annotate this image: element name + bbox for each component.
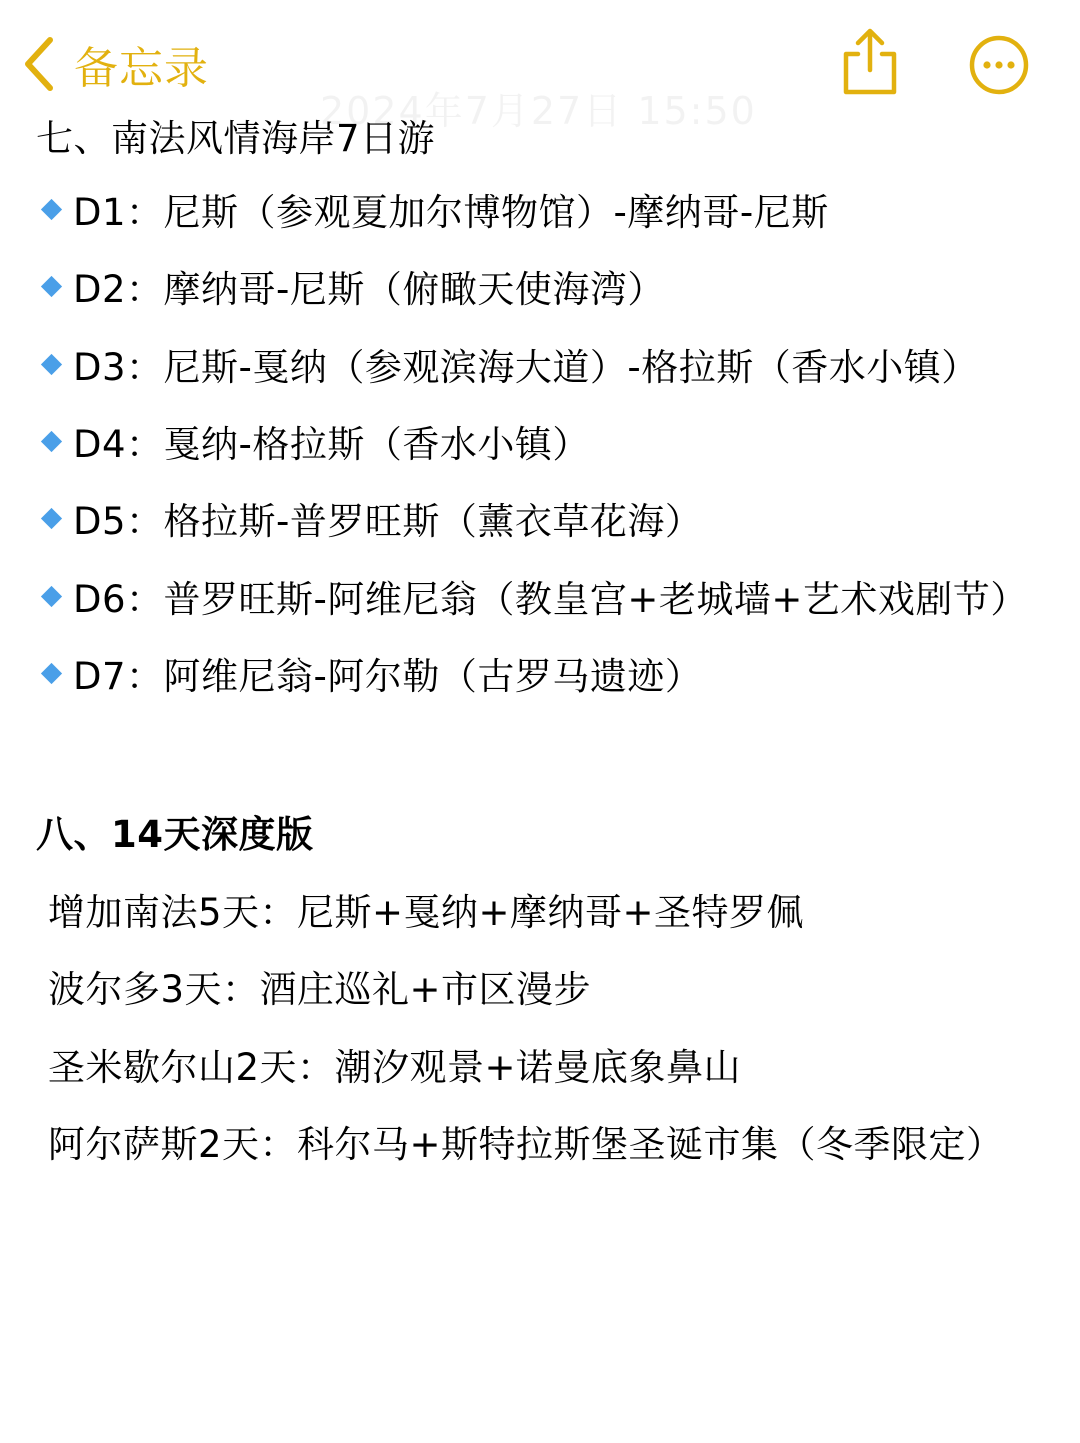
diamond-bullet-icon <box>41 275 62 296</box>
more-button[interactable] <box>968 34 1030 96</box>
diamond-bullet-icon <box>41 585 62 606</box>
more-icon <box>968 34 1030 96</box>
day-text: D7：阿维尼翁-阿尔勒（古罗马遗迹） <box>73 655 703 698</box>
list-item <box>40 261 665 311</box>
day-text: D6：普罗旺斯-阿维尼翁（教皇宫+老城墙+艺术戏剧节） <box>73 578 1028 621</box>
day-text: D2：摩纳哥-尼斯（俯瞰天使海湾） <box>73 268 665 311</box>
list-item <box>40 416 590 466</box>
list-item: 阿尔萨斯2天：科尔马+斯特拉斯堡圣诞市集（冬季限定） <box>48 1123 1004 1166</box>
share-icon <box>838 26 902 98</box>
list-item: 波尔多3天：酒庄巡礼+市区漫步 <box>48 968 592 1011</box>
list-item <box>40 493 702 543</box>
back-button[interactable] <box>22 34 209 94</box>
chevron-left-icon <box>22 36 56 92</box>
list-item: 增加南法5天：尼斯+戛纳+摩纳哥+圣特罗佩 <box>48 891 805 934</box>
list-item <box>40 571 1028 621</box>
day-text: D4：戛纳-格拉斯（香水小镇） <box>73 423 590 466</box>
day-text: D3：尼斯-戛纳（参观滨海大道）-格拉斯（香水小镇） <box>73 346 979 389</box>
day-text: D1：尼斯（参观夏加尔博物馆）-摩纳哥-尼斯 <box>73 191 829 234</box>
list-item <box>40 339 979 389</box>
diamond-bullet-icon <box>41 198 62 219</box>
diamond-bullet-icon <box>41 662 62 683</box>
section-8-title: 八、14天深度版 <box>36 813 314 856</box>
diamond-bullet-icon <box>41 507 62 528</box>
share-button[interactable] <box>838 26 902 98</box>
day-text: D5：格拉斯-普罗旺斯（薰衣草花海） <box>73 500 703 543</box>
diamond-bullet-icon <box>41 430 62 451</box>
list-item <box>40 184 829 234</box>
list-item <box>40 648 702 698</box>
back-label: 备忘录 <box>74 43 209 94</box>
list-item: 圣米歇尔山2天：潮汐观景+诺曼底象鼻山 <box>48 1046 742 1089</box>
section-7-title: 七、南法风情海岸7日游 <box>36 117 436 160</box>
diamond-bullet-icon <box>41 353 62 374</box>
note-timestamp: 2024年7月27日 15:50 <box>320 89 757 133</box>
